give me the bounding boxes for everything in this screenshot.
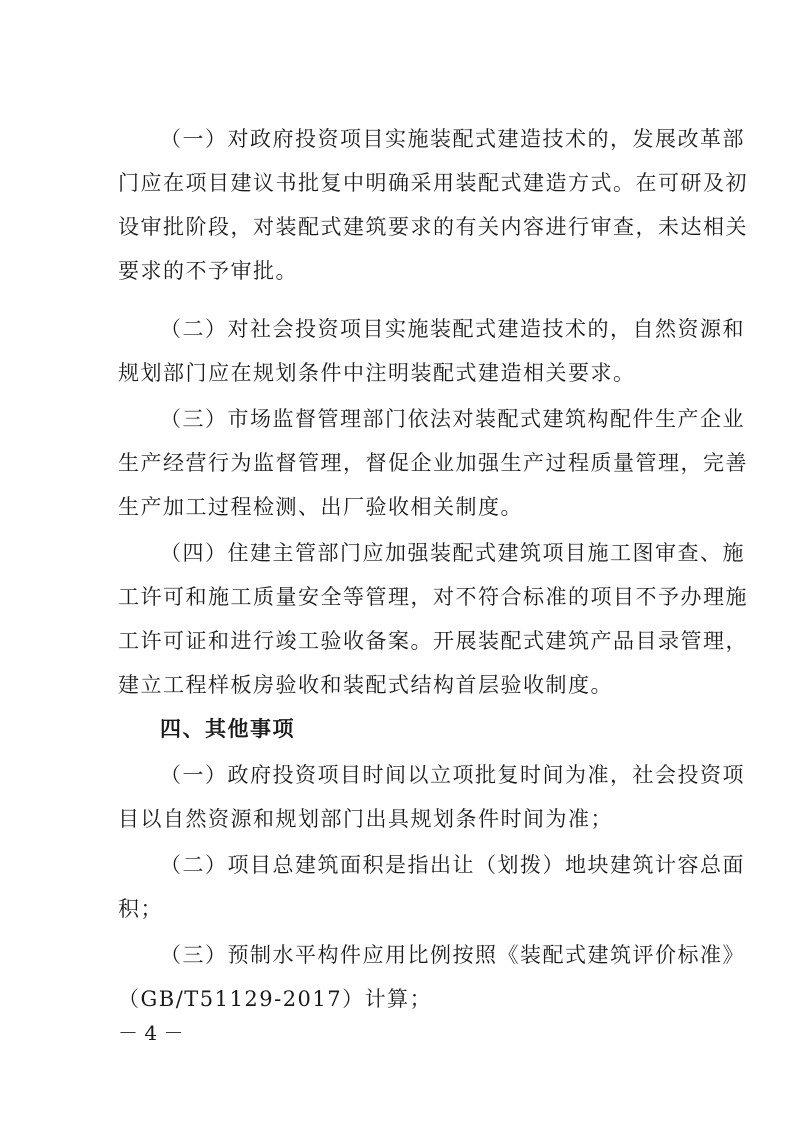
paragraph-line: 建立工程样板房验收和装配式结构首层验收制度。 (118, 673, 613, 697)
paragraph-line: （二）项目总建筑面积是指出让（划拨）地块建筑计容总面 (160, 853, 745, 877)
paragraph-line: 门应在项目建议书批复中明确采用装配式建造方式。在可研及初 (118, 171, 748, 195)
paragraph-line: 工许可和施工质量安全等管理，对不符合标准的项目不予办理施 (118, 585, 748, 609)
paragraph-line: 积； (118, 897, 163, 921)
paragraph-line: 设审批阶段，对装配式建筑要求的有关内容进行审查，未达相关 (118, 215, 748, 239)
paragraph-line: （GB/T51129-2017）计算； (118, 987, 433, 1011)
page-number: － 4 － (118, 1021, 184, 1045)
paragraph-line: 生产加工过程检测、出厂验收相关制度。 (118, 495, 523, 519)
paragraph-line: （三）预制水平构件应用比例按照《装配式建筑评价标准》 (160, 943, 745, 967)
paragraph-line: 工许可证和进行竣工验收备案。开展装配式建筑产品目录管理， (118, 629, 748, 653)
section-heading: 四、其他事项 (160, 717, 295, 741)
paragraph-line: 要求的不予审批。 (118, 259, 298, 283)
paragraph-line: 生产经营行为监督管理，督促企业加强生产过程质量管理，完善 (118, 451, 748, 475)
paragraph-line: （一）政府投资项目时间以立项批复时间为准，社会投资项 (160, 763, 745, 787)
paragraph-line: （三）市场监督管理部门依法对装配式建筑构配件生产企业 (160, 407, 745, 431)
paragraph-line: 规划部门应在规划条件中注明装配式建造相关要求。 (118, 361, 636, 385)
paragraph-line: （二）对社会投资项目实施装配式建造技术的，自然资源和 (160, 317, 745, 341)
paragraph-line: （四）住建主管部门应加强装配式建筑项目施工图审查、施 (160, 541, 745, 565)
paragraph-line: （一）对政府投资项目实施装配式建造技术的，发展改革部 (160, 127, 745, 151)
paragraph-line: 目以自然资源和规划部门出具规划条件时间为准； (118, 807, 613, 831)
